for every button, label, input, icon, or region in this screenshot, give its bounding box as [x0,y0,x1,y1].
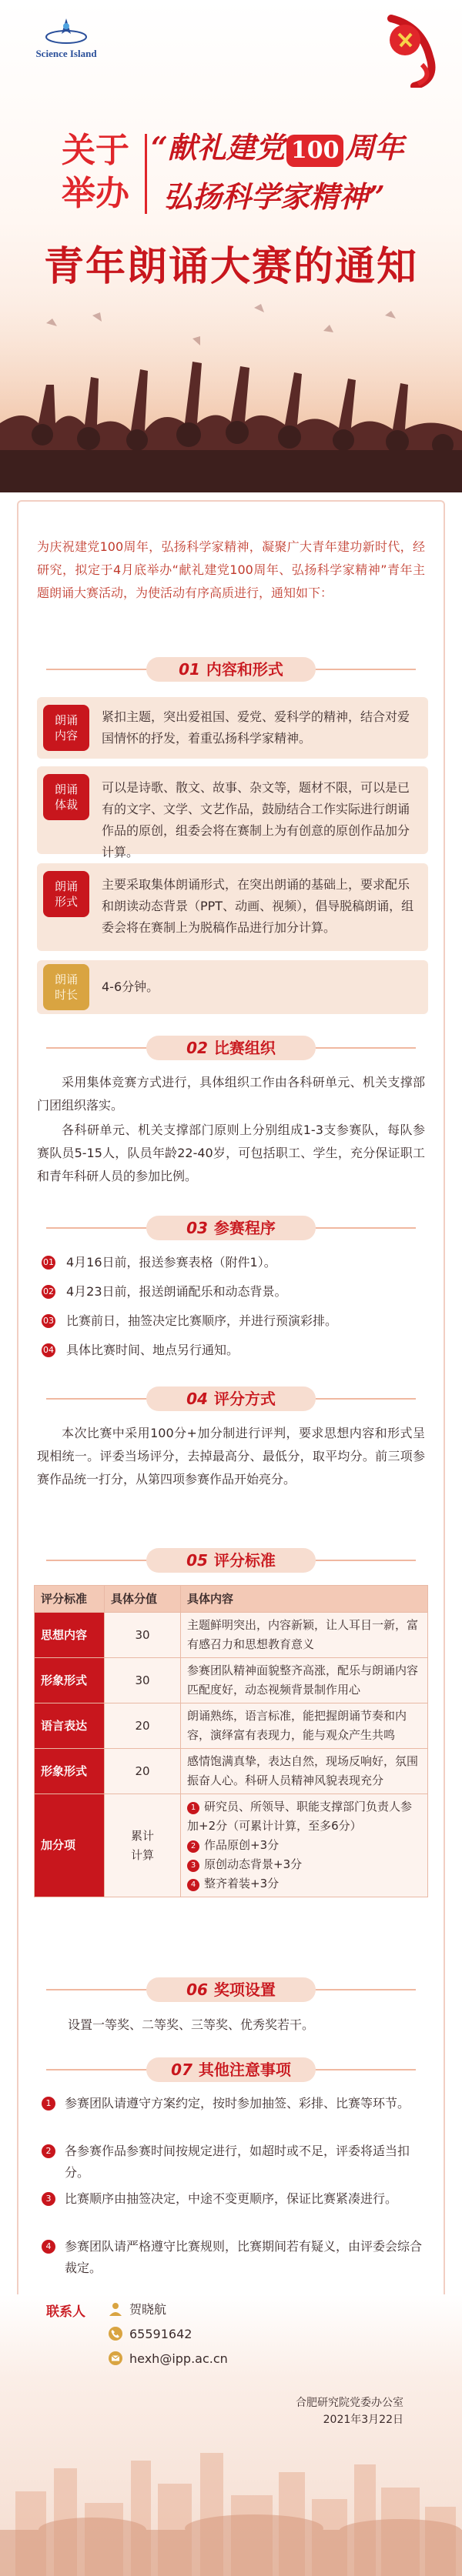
section-title: 奖项设置 [213,1980,276,1999]
phone-icon [108,2326,123,2341]
logo-text: Science Island [35,48,97,59]
slogan-line-1 [151,123,404,172]
description-cell: 参赛团队精神面貌整齐高涨，配乐与朗诵内容匹配度好，动态视频背景制作用心 [181,1658,428,1703]
tag-line: 时长 [54,988,78,1002]
bonus-text: 研究员、所领导、职能支撑部门负责人参加+2分（可累计计算，至多6分） [187,1800,413,1833]
contact-email: hexh@ipp.ac.cn [129,2351,228,2366]
step-number-badge: 01 [42,1256,55,1270]
note-text: 参赛团队请严格遵守比赛规则，比赛期间若有疑义，由评委会综合裁定。 [65,2239,423,2275]
section-title-pill [146,1548,316,1573]
bonus-item [187,1797,421,1836]
item-text: 可以是诗歌、散文、故事、杂文等，题材不限，可以是已有的文字、文学、文艺作品，鼓励结合工作实际进行朗诵作品的原创，组委会将在赛制上为有创意的原创作品加分计算。 [102,780,410,859]
criterion-cell: 加分项 [35,1794,105,1897]
main-title: 青年朗诵大赛的通知 [43,244,418,290]
section-number: 07 [171,2060,192,2079]
tag-line: 形式 [54,895,78,909]
content-item [37,697,428,759]
criterion-cell: 形象形式 [35,1749,105,1794]
contact-name: 贺晓航 [129,2302,167,2317]
organization-paragraph: 采用集体竞赛方式进行，具体组织工作由各科研单元、机关支撑部门团组织落实。 [37,1075,425,1113]
section-title: 其他注意事项 [198,2060,291,2079]
step-number-badge: 02 [42,1285,55,1299]
step-text: 比赛前日，抽签决定比赛顺序，并进行预演彩排。 [66,1313,338,1328]
person-icon [108,2301,123,2317]
note-number-badge: 4 [42,2240,55,2254]
section-07-header [0,2054,462,2085]
celebrating-crowd-illustration [0,292,462,492]
criterion-cell: 形象形式 [35,1658,105,1703]
description-cell [181,1794,428,1897]
notice-date: 2021年3月22日 [323,2414,403,2426]
bonus-item [187,1855,421,1874]
science-island-emblem-icon [43,15,89,46]
contact-email-row [108,2348,228,2370]
slogan-part-a: “献礼建党 [151,130,285,165]
contact-name-row [108,2299,166,2321]
step-number-badge: 04 [42,1343,55,1357]
scoring-paragraph: 本次比赛中采用100分+加分制进行评判，要求思想内容和形式呈现相统一。评委当场评分，去掉最高分、最低分，取平均分。前三项参赛作品统一打分，从第四项参赛作品开始亮分。 [37,1426,425,1487]
column-header: 具体分值 [105,1586,181,1613]
bonus-item [187,1836,421,1855]
item-tag [43,871,89,917]
item-text: 4-6分钟。 [102,979,159,994]
tag-line: 朗诵 [54,973,78,986]
note-item [42,2093,427,2136]
email-icon [108,2351,123,2366]
table-row [35,1613,428,1658]
procedure-step [42,1280,427,1303]
bonus-score-line: 计算 [130,1847,154,1862]
item-tag [43,774,89,820]
section-number: 05 [186,1551,208,1570]
note-number-badge: 3 [42,2192,55,2206]
description-cell: 感情饱满真挚，表达自然，现场反响好，氛围振奋人心。科研人员精神风貌表现充分 [181,1749,428,1794]
tag-line: 内容 [54,729,78,742]
contact-label: 联系人 [46,2304,85,2320]
hero-banner [0,0,462,492]
section-title-pill [146,1977,316,2002]
procedure-step [42,1251,427,1274]
tag-line: 朗诵 [54,782,78,796]
section-title: 评分方式 [213,1390,276,1408]
section-number: 02 [186,1039,208,1057]
slogan-part-b: 周年 [345,130,404,165]
city-skyline-illustration [0,2430,462,2576]
note-text: 各参赛作品参赛时间按规定进行，如超时或不足，评委将适当扣分。 [65,2144,410,2180]
step-number-badge: 03 [42,1314,55,1328]
contact-phone-row [108,2324,192,2345]
section-01-header [0,654,462,685]
organization-paragraph: 各科研单元、机关支撑部门原则上分别组成1-3支参赛队，每队参赛队员5-15人，队员年龄22-40岁，可包括职工、学生，充分保证职工和青年科研人员的参加比例。 [37,1123,425,1183]
description-cell: 主题鲜明突出，内容新颖，让人耳目一新，富有感召力和思想教育意义 [181,1613,428,1658]
note-number-badge: 2 [42,2144,55,2158]
intro-paragraph: 为庆祝建党100周年，弘扬科学家精神，凝聚广大青年建功新时代，经研究，拟定于4月底举办“献礼建党100周年、弘扬科学家精神”青年主题朗诵大赛活动，为使活动有序高质进行，通知如下： [37,539,425,600]
note-text: 比赛顺序由抽签决定，中途不变更顺序，保证比赛紧凑进行。 [65,2191,398,2206]
bonus-number-badge: 2 [187,1840,199,1853]
slogan-line-2: 弘扬科学家精神” [163,179,385,214]
note-text: 参赛团队请遵守方案约定，按时参加抽签、彩排、比赛等环节。 [65,2096,410,2111]
content-item [37,766,428,859]
bonus-text: 作品原创+3分 [204,1838,280,1852]
item-tag [43,964,89,1010]
section-title: 内容和形式 [206,660,283,679]
content-item [37,863,428,951]
tag-line: 朗诵 [54,713,78,727]
content-item [37,960,428,1014]
bonus-row [35,1794,428,1897]
score-cell: 20 [105,1749,181,1794]
score-cell: 20 [105,1703,181,1749]
organizer-name: 合肥研究院党委办公室 [296,2397,403,2409]
note-item [42,2188,427,2231]
table-header-row [35,1586,428,1613]
section-number: 04 [186,1390,208,1408]
slogan-100-badge: 100 [286,135,344,167]
section-title-pill [146,1036,316,1060]
title-divider [145,134,147,214]
title-hold: 举办 [62,174,129,213]
contact-phone: 65591642 [129,2327,192,2341]
score-cell: 30 [105,1658,181,1703]
bonus-number-badge: 3 [187,1860,199,1872]
note-number-badge: 1 [42,2097,55,2111]
section-05-header [0,1545,462,1576]
description-cell: 朗诵熟练，语言标准，能把握朗诵节奏和内容，演绎富有表现力，能与观众产生共鸣 [181,1703,428,1749]
section-number: 01 [179,660,200,679]
notice-body [0,492,462,2576]
bonus-text: 整齐着装+3分 [204,1877,280,1890]
section-title: 比赛组织 [213,1039,276,1057]
table-row [35,1703,428,1749]
science-island-logo [28,15,105,60]
column-header: 具体内容 [181,1586,428,1613]
section-title-pill [146,657,316,682]
section-04-header [0,1383,462,1414]
score-cell: 30 [105,1613,181,1658]
note-item [42,2236,427,2279]
tag-line: 体裁 [54,798,78,812]
party-emblem-icon [376,11,445,88]
score-cell [105,1794,181,1897]
section-06-header [0,1974,462,2005]
section-title-pill [146,1386,316,1411]
bonus-text: 原创动态背景+3分 [204,1857,303,1871]
awards-text: 设置一等奖、二等奖、三等奖、优秀奖若干。 [68,2017,315,2032]
section-title: 评分标准 [213,1551,276,1570]
event-slogan [151,123,404,222]
step-text: 具体比赛时间、地点另行通知。 [66,1343,239,1357]
item-text: 主要采取集体朗诵形式，在突出朗诵的基础上，要求配乐和朗读动态背景（PPT、动画、视频），倡导脱稿朗诵，组委会将在赛制上为脱稿作品进行加分计算。 [102,877,414,935]
column-header: 评分标准 [35,1586,105,1613]
note-item [42,2141,427,2184]
section-title-pill [146,2057,316,2082]
table-row [35,1658,428,1703]
section-number: 03 [186,1219,208,1237]
table-row [35,1749,428,1794]
title-about: 关于 [62,131,129,170]
section-title-pill [146,1216,316,1240]
bonus-number-badge: 1 [187,1802,199,1814]
section-02-header [0,1033,462,1063]
tag-line: 朗诵 [54,879,78,893]
item-tag [43,705,89,751]
criterion-cell: 语言表达 [35,1703,105,1749]
title-about-hold [62,129,129,215]
scoring-rubric-table [34,1585,428,1897]
item-text: 紧扣主题，突出爱祖国、爱党、爱科学的精神，结合对爱国情怀的抒发，着重弘扬科学家精神。 [102,709,410,746]
contact-footer [0,2294,462,2576]
criterion-cell: 思想内容 [35,1613,105,1658]
bonus-item [187,1874,421,1894]
section-number: 06 [186,1980,208,1999]
bonus-number-badge: 4 [187,1879,199,1891]
bonus-score-line: 累计 [130,1828,154,1843]
procedure-step [42,1339,427,1362]
procedure-step [42,1310,427,1333]
step-text: 4月16日前，报送参赛表格（附件1）。 [66,1255,276,1270]
section-title: 参赛程序 [213,1219,276,1237]
section-03-header [0,1213,462,1243]
organizer-signature [296,2394,403,2428]
step-text: 4月23日前，报送朗诵配乐和动态背景。 [66,1284,287,1299]
